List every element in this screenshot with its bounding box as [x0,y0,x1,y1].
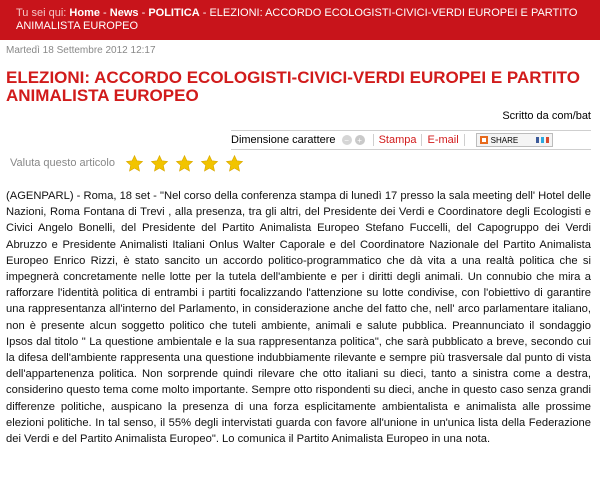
divider [464,134,465,146]
star-icon-1[interactable] [125,154,144,173]
breadcrumb-separator: - [141,7,146,19]
share-label: SHARE [490,135,519,145]
breadcrumb-prefix: Tu sei qui: [16,7,67,19]
breadcrumb-separator: - [202,7,207,19]
breadcrumb-home-link[interactable]: Home [69,7,100,19]
print-link[interactable]: Stampa [378,134,417,146]
article-body: (AGENPARL) - Roma, 18 set - "Nel corso della conferenza stampa di lunedì 17 presso la sala meeting dell' Hotel delle Nazioni, Roma Fontana di Trevi , alla presenza, tra gli altri, del Presidente dei Verdi e Coordinatore degli Ecologisti e Civici Angelo Bonelli, del Presidente del Partito Animalista Europeo Stefano Fuccelli, del Capogruppo dei Verdi Abruzzo e Presidente Animalisti Italiani Onlus Walter Caporale e del Coordinatore Nazionale del Partito Animalista Europeo Enrico Rizzi, è stato sancito un accordo politico-programmatico che dà vita a una realtà politica che si impegnerà concretamente nelle lotte per la tutela dell'ambiente e per i diritti degli animali. Un connubio che mira a rafforzare l'identità politica di entrambi i partiti focalizzando l'attenzione su lotte condivise, con l'obiettivo di garantire una rappresentanza all'interno del Parlamento, in considerazione anche del fatto che, nell' arco parlamentare italiano, non è presente alcun soggetto politico che tuteli ambiente, animali e salute pubblica. Preannunciato il sondaggio Ipsos dal titolo " La questione ambientale e la sua rappresentanza politica", che sarà pubblicato a breve, secondo cui la difesa dell'ambiente rappresenta una questione indubbiamente rilevante e sempre più trasversale dal punto di vista dell'appartenenza politica. Non sorprende quindi rilevare che otto italiani su dieci, tanto a sinistra come a destra, considerino questo tema come molto importante. Sempre otto rispondenti su dieci, anche in questo caso senza grandi differenze politiche, auspicano la presenza di una forza esplicitamente ambientalista e animalista alle prossime elezioni politiche. In tal senso, il 55% degli intervistati guarda con favore all'unione in un'unica lista della Federazione dei Verdi e del Partito Animalista Europeo". Lo comunica il Partito Animalista Europeo in una nota. [6,190,591,446]
rating-stars [125,154,244,173]
font-size-label: Dimensione carattere [231,134,336,146]
article-author [0,110,600,126]
rating-label: Valuta questo articolo [10,157,115,169]
breadcrumb-news-link[interactable]: News [109,7,139,19]
star-icon-3[interactable] [175,154,194,173]
breadcrumb-politica-link[interactable]: POLITICA [148,7,200,19]
article-toolbar [0,130,600,150]
article-title: ELEZIONI: ACCORDO ECOLOGISTI-CIVICI-VERDI EUROPEI E PARTITO ANIMALISTA EUROPEO [6,68,580,105]
divider [421,134,422,146]
author-name: com/bat [551,110,591,122]
breadcrumb-separator: - [103,7,107,19]
author-label: Scritto da [502,110,549,122]
star-icon-4[interactable] [200,154,219,173]
share-button[interactable] [476,133,554,147]
star-icon-5[interactable] [225,154,244,173]
font-increase-icon[interactable]: + [355,135,365,145]
breadcrumb-current: ELEZIONI: ACCORDO ECOLOGISTI-CIVICI-VERDI EUROPEI E PARTITO ANIMALISTA EUROPEO [16,7,578,32]
tools-row [231,130,591,150]
article-date: Martedì 18 Settembre 2012 12:17 [6,45,156,56]
share-services-icon [536,137,549,143]
share-plus-icon [480,136,488,144]
star-icon-2[interactable] [150,154,169,173]
email-link[interactable]: E-mail [427,134,459,146]
breadcrumb [0,0,600,40]
rating-widget [0,151,600,175]
divider [373,134,374,146]
font-decrease-icon[interactable]: − [342,135,352,145]
